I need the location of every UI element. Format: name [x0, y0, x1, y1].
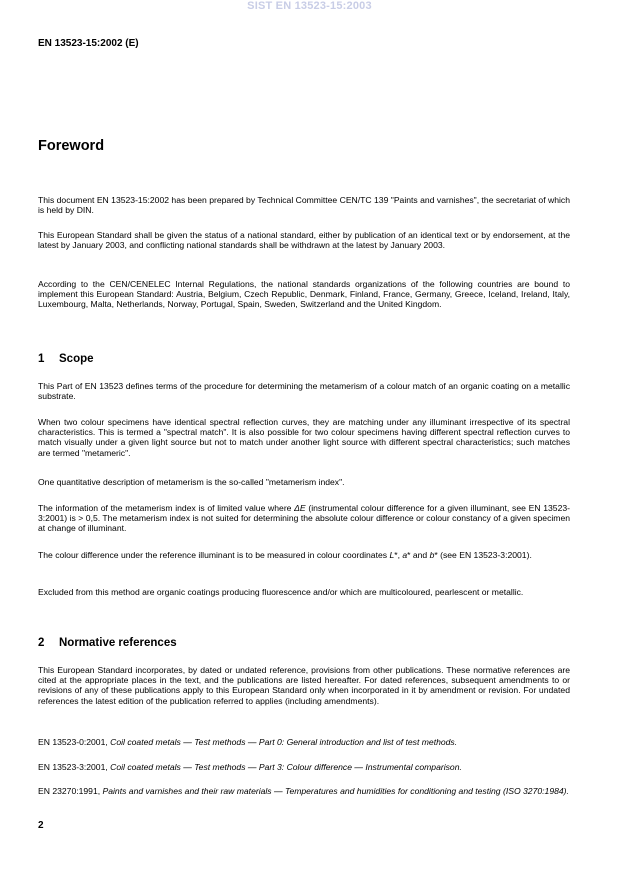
foreword-paragraph-2: This European Standard shall be given the status of a national standard, either by publication of an identical text or by endorsement, at the latest by January 2003, and conflicting national standards shall be withdrawn at the latest by January 2003. [38, 230, 570, 251]
normative-paragraph: This European Standard incorporates, by dated or undated reference, provisions from other publications. These normative references are cited at the appropriate places in the text, and the publications are listed hereafter. For dated references, subsequent amendments to or revisions of any of these publications apply to this European Standard only when incorporated in it by amendment or revision. For undated references the latest edition of the publication referred to applies (including amendments). [38, 665, 570, 706]
reference-item: EN 23270:1991, Paints and varnishes and their raw materials — Temperatures and humidities for conditioning and testing (ISO 3270:1984). [38, 786, 569, 796]
scope-paragraph-5: The colour difference under the reference illuminant is to be measured in colour coordinates L*, a* and b* (see EN 13523-3:2001). [38, 550, 532, 560]
section-title: Normative references [59, 637, 177, 649]
section-title: Scope [59, 353, 94, 365]
section-number: 1 [38, 353, 45, 365]
foreword-paragraph-1: This document EN 13523-15:2002 has been prepared by Technical Committee CEN/TC 139 "Paints and varnishes", the secretariat of which is held by DIN. [38, 195, 570, 216]
foreword-paragraph-3: According to the CEN/CENELEC Internal Regulations, the national standards organizations of the following countries are bound to implement this European Standard: Austria, Belgium, Czech Republic, Denmark, Finland, France, Germany, Greece, Iceland, Ireland, Italy, Luxembourg, Malta, Netherlands, Norway, Portugal, Spain, Sweden, Switzerland and the United Kingdom. [38, 279, 570, 310]
watermark: SIST EN 13523-15:2003 [247, 0, 372, 12]
foreword-heading: Foreword [38, 138, 105, 154]
scope-paragraph-3: One quantitative description of metamerism is the so-called "metamerism index". [38, 477, 345, 487]
scope-paragraph-4: The information of the metamerism index is of limited value where ΔE (instrumental colour difference for a given illuminant, see EN 13523-3:2001) is > 0,5. The metamerism index is not suited for determining the absolute colour difference or colour constancy of a given specimen at change of illuminant. [38, 503, 570, 534]
scope-heading [38, 353, 94, 365]
scope-paragraph-1: This Part of EN 13523 defines terms of the procedure for determining the metamerism of a colour match of an organic coating on a metallic substrate. [38, 381, 570, 402]
delta-e-symbol: ΔE [294, 503, 306, 513]
document-id: EN 13523-15:2002 (E) [38, 38, 139, 49]
reference-item: EN 13523-0:2001, Coil coated metals — Test methods — Part 0: General introduction and list of test methods. [38, 737, 458, 747]
section-number: 2 [38, 637, 45, 649]
scope-paragraph-2: When two colour specimens have identical spectral reflection curves, they are matching under any illuminant irrespective of its spectral characteristics. This is termed a "spectral match". It is also possible for two colour specimens having different spectral reflection curves to match visually under a given light source but not to match under another light source with different spectral characteristics; such matches are termed "metameric". [38, 417, 570, 458]
normative-references-heading [38, 637, 177, 649]
scope-paragraph-6: Excluded from this method are organic coatings producing fluorescence and/or which are multicoloured, pearlescent or metallic. [38, 587, 524, 597]
page-number: 2 [38, 820, 44, 831]
reference-item: EN 13523-3:2001, Coil coated metals — Test methods — Part 3: Colour difference — Instrumental comparison. [38, 762, 462, 772]
